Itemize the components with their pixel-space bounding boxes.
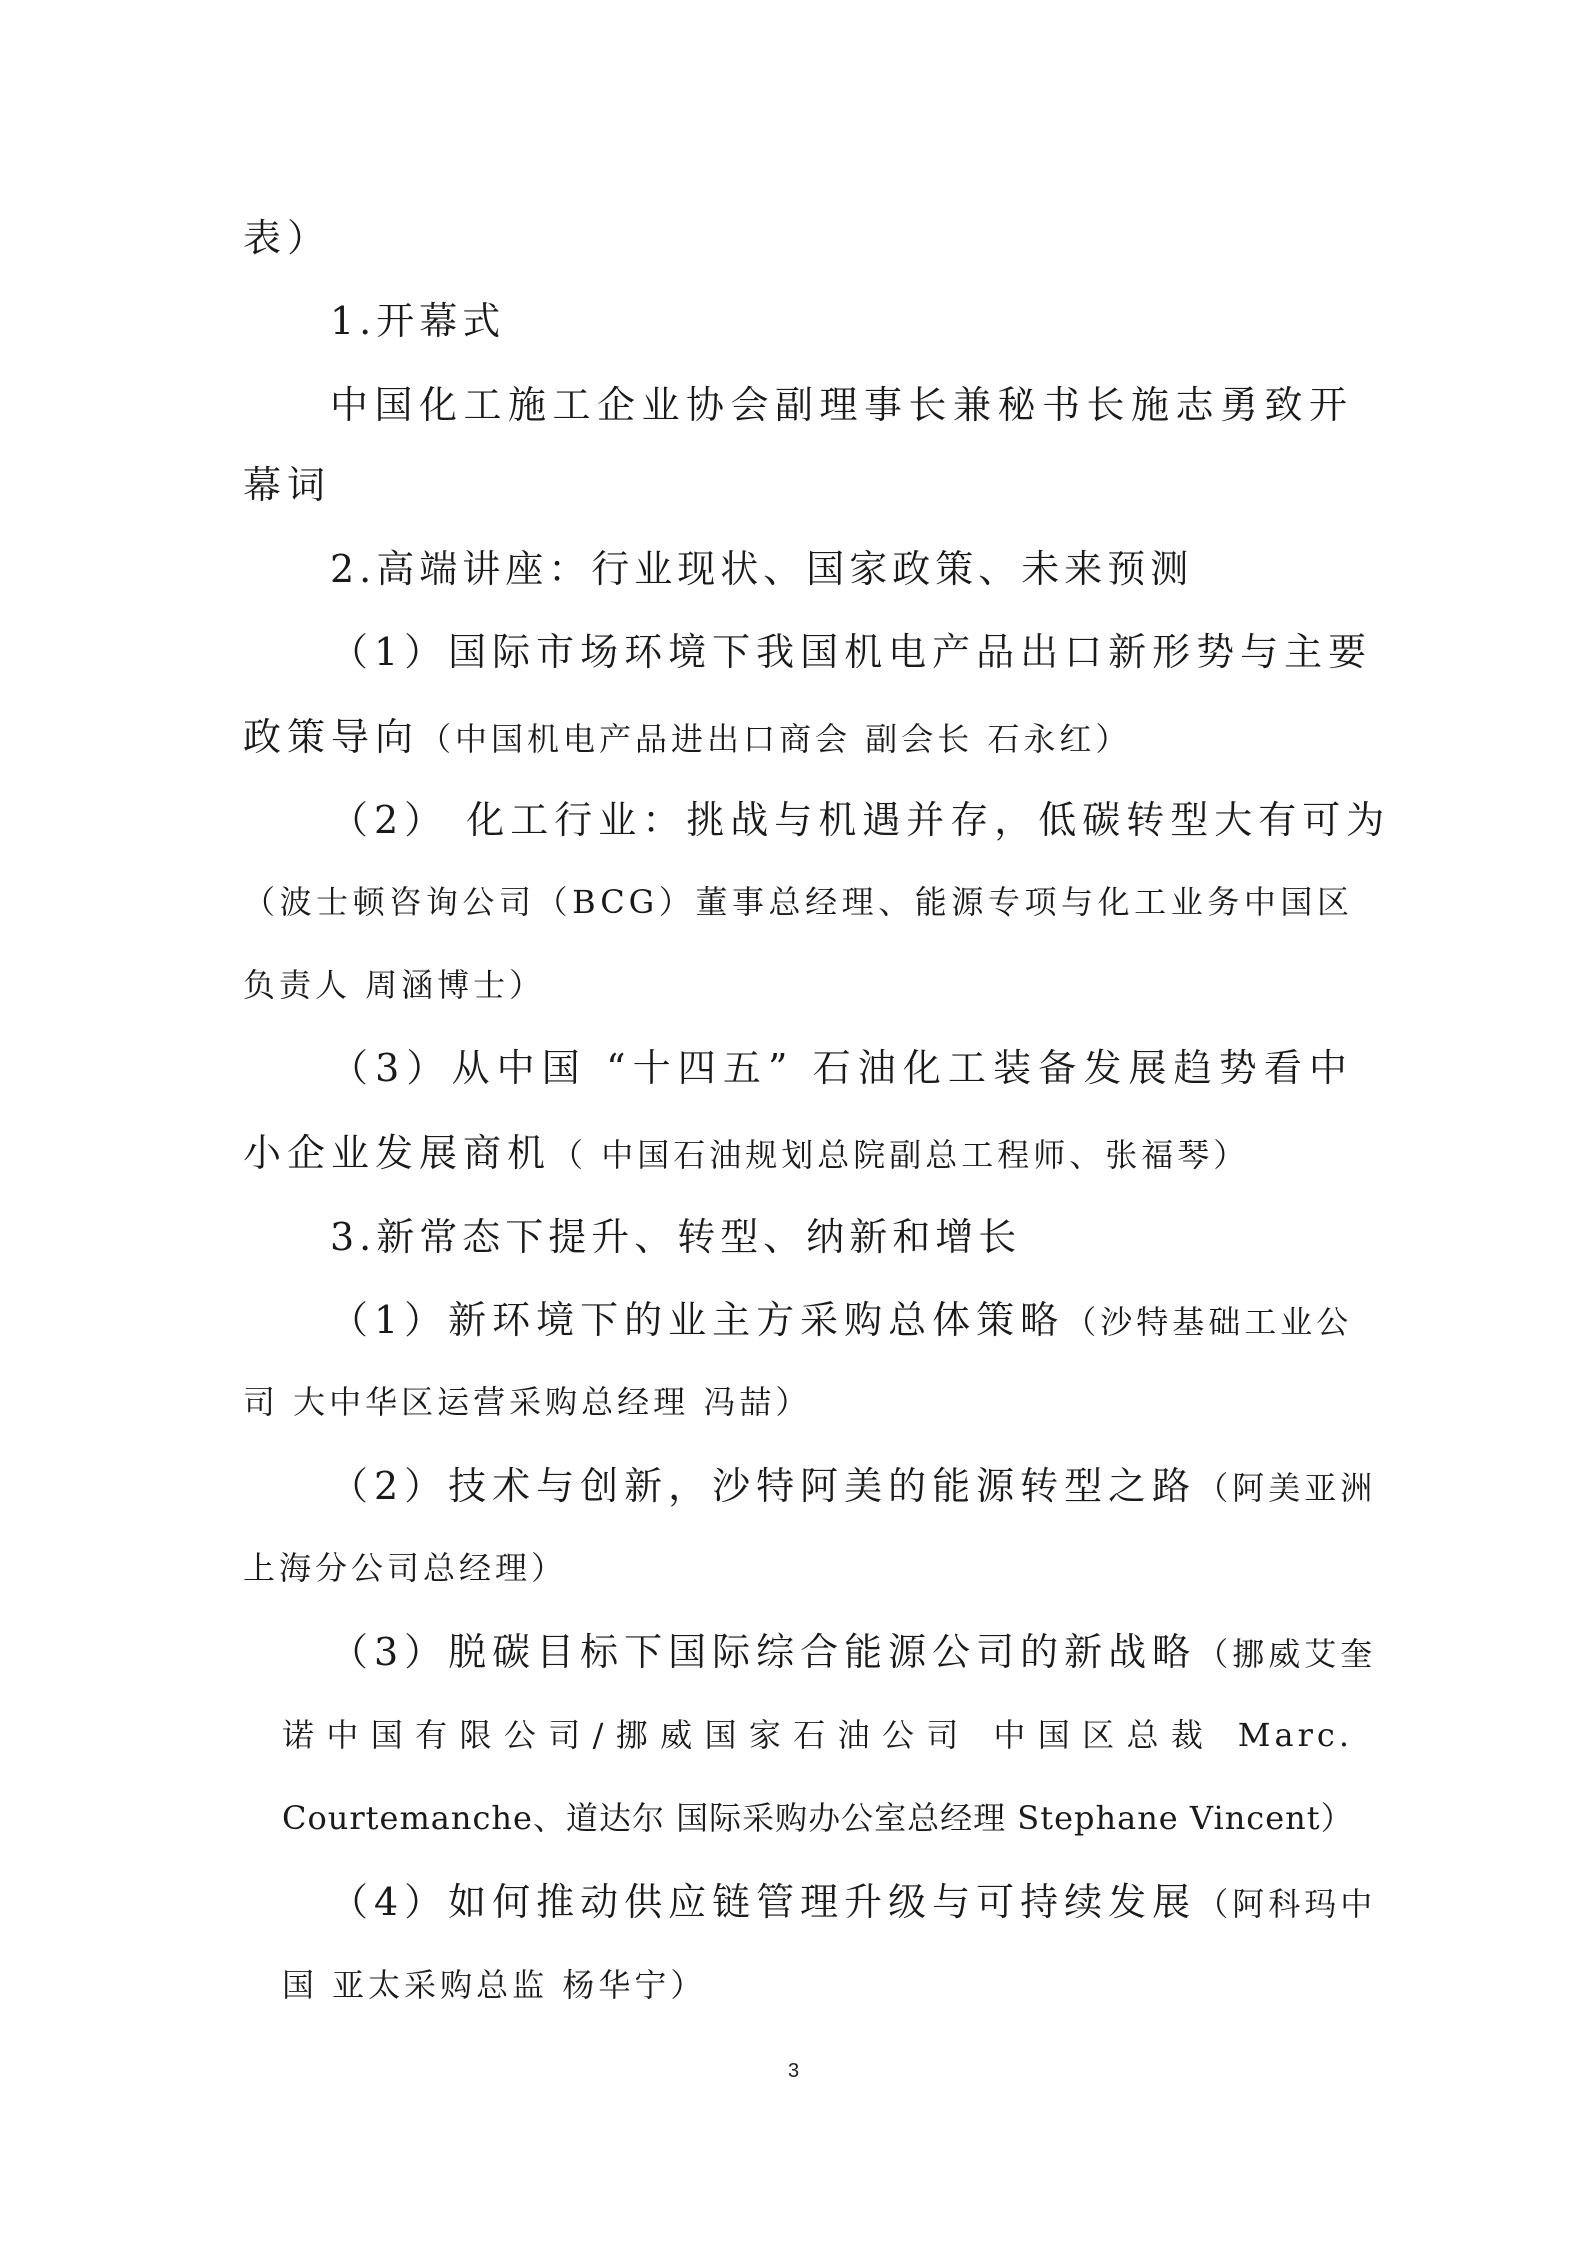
text-line	[330, 1627, 1377, 1677]
speaker-note: （中国机电产品进出口商会 副会长 石永红）	[419, 720, 1132, 758]
text-line: （2） 化工行业：挑战与机遇并存，低碳转型大有可为	[330, 798, 1391, 842]
text-line	[243, 1128, 1353, 1178]
text-line: 表）	[243, 216, 332, 260]
text-span: 政策导向	[243, 715, 420, 759]
speaker-note: （阿科玛中	[1196, 1885, 1377, 1923]
speaker-note: （沙特基础工业公	[1064, 1303, 1353, 1341]
page-number: 3	[787, 2060, 800, 2082]
section-heading-growth: 3.新常态下提升、转型、纳新和增长	[330, 1215, 1022, 1259]
speaker-note: 司 大中华区运营采购总经理 冯喆）	[243, 1383, 812, 1421]
text-line	[330, 1461, 1377, 1511]
speaker-note: 上海分公司总经理）	[243, 1549, 568, 1587]
text-span: （3）脱碳目标下国际综合能源公司的新战略	[330, 1630, 1197, 1674]
speaker-note: （挪威艾奎	[1196, 1635, 1377, 1673]
speaker-note: 负责人 周涵博士）	[243, 966, 546, 1004]
section-heading-lectures: 2.高端讲座：行业现状、国家政策、未来预测	[330, 547, 1194, 591]
text-line: 幕词	[243, 463, 332, 507]
speaker-note: 国 亚太采购总监 杨华宁）	[282, 1966, 707, 2004]
text-line: （3）从中国 “十四五” 石油化工装备发展趋势看中	[330, 1046, 1353, 1090]
speaker-note: Courtemanche、道达尔 国际采购办公室总经理 Stephane Vincent）	[282, 1799, 1354, 1837]
speaker-note: 诺中国有限公司/挪威国家石油公司 中国区总裁 Marc.	[282, 1716, 1353, 1754]
text-line	[243, 712, 1353, 762]
text-span: （4）如何推动供应链管理升级与可持续发展	[330, 1880, 1197, 1924]
text-span: （1）新环境下的业主方采购总体策略	[330, 1298, 1065, 1342]
speaker-note: （ 中国石油规划总院副总工程师、张福琴）	[551, 1136, 1250, 1174]
text-span: （2）技术与创新，沙特阿美的能源转型之路	[330, 1464, 1197, 1508]
text-span: 小企业发展商机	[243, 1131, 552, 1175]
text-line: （1）国际市场环境下我国机电产品出口新形势与主要	[330, 630, 1373, 674]
speaker-note: （波士顿咨询公司（BCG）董事总经理、能源专项与化工业务中国区	[243, 883, 1353, 921]
section-heading-opening: 1.开幕式	[330, 299, 506, 343]
text-line	[330, 1877, 1377, 1927]
text-line	[330, 1295, 1353, 1345]
text-line: 中国化工施工企业协会副理事长兼秘书长施志勇致开	[330, 383, 1353, 427]
speaker-note: （阿美亚洲	[1196, 1469, 1377, 1507]
